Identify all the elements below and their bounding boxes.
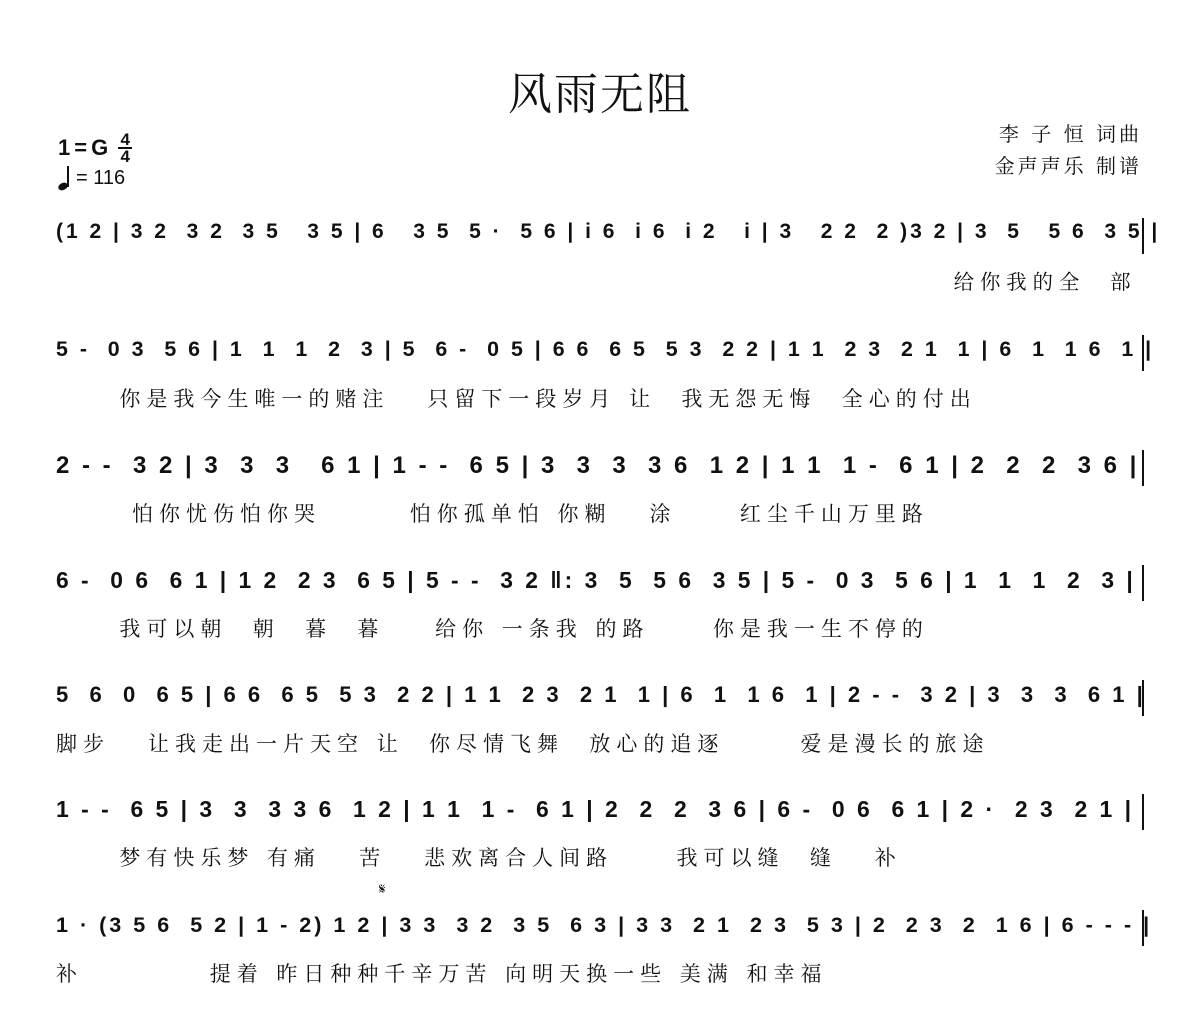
transcriber: 金声声乐 制谱 <box>994 154 1142 178</box>
tempo-value: = 116 <box>76 166 126 189</box>
note-line: 2 - - 3 2 | 3 3 3 6 1 | 1 - - 6 5 | 3 3 3 3 6 1 2 | 1 1 1 - 6 1 | 2 2 2 3 6 | <box>56 452 1140 479</box>
note-line: (1 2 | 3 2 3 2 3 5 3 5 | 6 3 5 5 · 5 6 | i 6 i 6 i 2 i | 3 2 2 2 )3 2 | 3 5 5 6 3 5 | <box>56 220 1161 243</box>
key-name: G <box>91 135 109 160</box>
lyric-line: 给你我的全 部 <box>56 270 1137 294</box>
note-line: 1 - - 6 5 | 3 3 3 3 6 1 2 | 1 1 1 - 6 1 | 2 2 2 3 6 | 6 - 0 6 6 1 | 2 · 2 3 2 1 | <box>56 796 1135 822</box>
tempo-marking <box>58 166 132 190</box>
lyric-line: 你是我今生唯一的赌注 只留下一段岁月 让 我无怨无悔 全心的付出 <box>56 387 977 411</box>
lyric-line: 脚步 让我走出一片天空 让 你尽情飞舞 放心的追逐 爱是漫长的旅途 <box>56 732 990 756</box>
quarter-note-icon <box>58 166 72 190</box>
time-top: 4 <box>120 130 130 149</box>
time-bottom: 4 <box>120 147 130 166</box>
time-signature <box>118 132 132 164</box>
score-system <box>0 782 1200 892</box>
score-system <box>0 323 1200 433</box>
lyric-line: 我可以朝 朝 暮 暮 给你 一条我 的路 你是我一生不停的 <box>56 617 929 641</box>
score-system <box>0 898 1200 1008</box>
lyricist-composer: 李 子 恒 词曲 <box>998 122 1142 146</box>
score-system <box>0 206 1200 316</box>
score-system <box>0 553 1200 663</box>
key-degree: 1 <box>58 135 71 160</box>
segno-sign: 𝄋 <box>379 880 386 898</box>
credits <box>995 118 1142 182</box>
note-line: 5 6 0 6 5 | 6 6 6 5 5 3 2 2 | 1 1 2 3 2 1 1 | 6 1 1 6 1 | 2 - - 3 2 | 3 3 3 6 1 | <box>56 682 1146 707</box>
note-line: 1 · (3 5 6 5 2 | 1 - 2) 1 2 | 3 3 3 2 3 5 6 3 | 3 3 2 1 2 3 5 3 | 2 2 3 2 1 6 | 6 - - - | <box>56 912 1153 937</box>
song-title: 风雨无阻 <box>508 69 692 120</box>
score-system <box>0 668 1200 778</box>
score-meta <box>58 132 132 190</box>
lyric-line: 怕你忧伤怕你哭 怕你孤单怕 你糊 涂 红尘千山万里路 <box>56 502 929 526</box>
lyric-line: 梦有快乐梦 有痛 苦 悲欢离合人间路 我可以缝 缝 补 <box>56 846 902 870</box>
note-line: 5 - 0 3 5 6 | 1 1 1 2 3 | 5 6 - 0 5 | 6 6 6 5 5 3 2 2 | 1 1 2 3 2 1 1 | 6 1 1 6 1 | <box>56 337 1155 361</box>
lyric-line: 补 提着 昨日种种千辛万苦 向明天换一些 美满 和幸福 <box>56 962 828 986</box>
key-equals: = <box>74 135 88 160</box>
key-signature <box>58 132 132 164</box>
note-line: 6 - 0 6 6 1 | 1 2 2 3 6 5 | 5 - - 3 2 ‖: 3 5 5 6 3 5 | 5 - 0 3 5 6 | 1 1 1 2 3 | <box>56 567 1136 593</box>
score-system <box>0 438 1200 548</box>
